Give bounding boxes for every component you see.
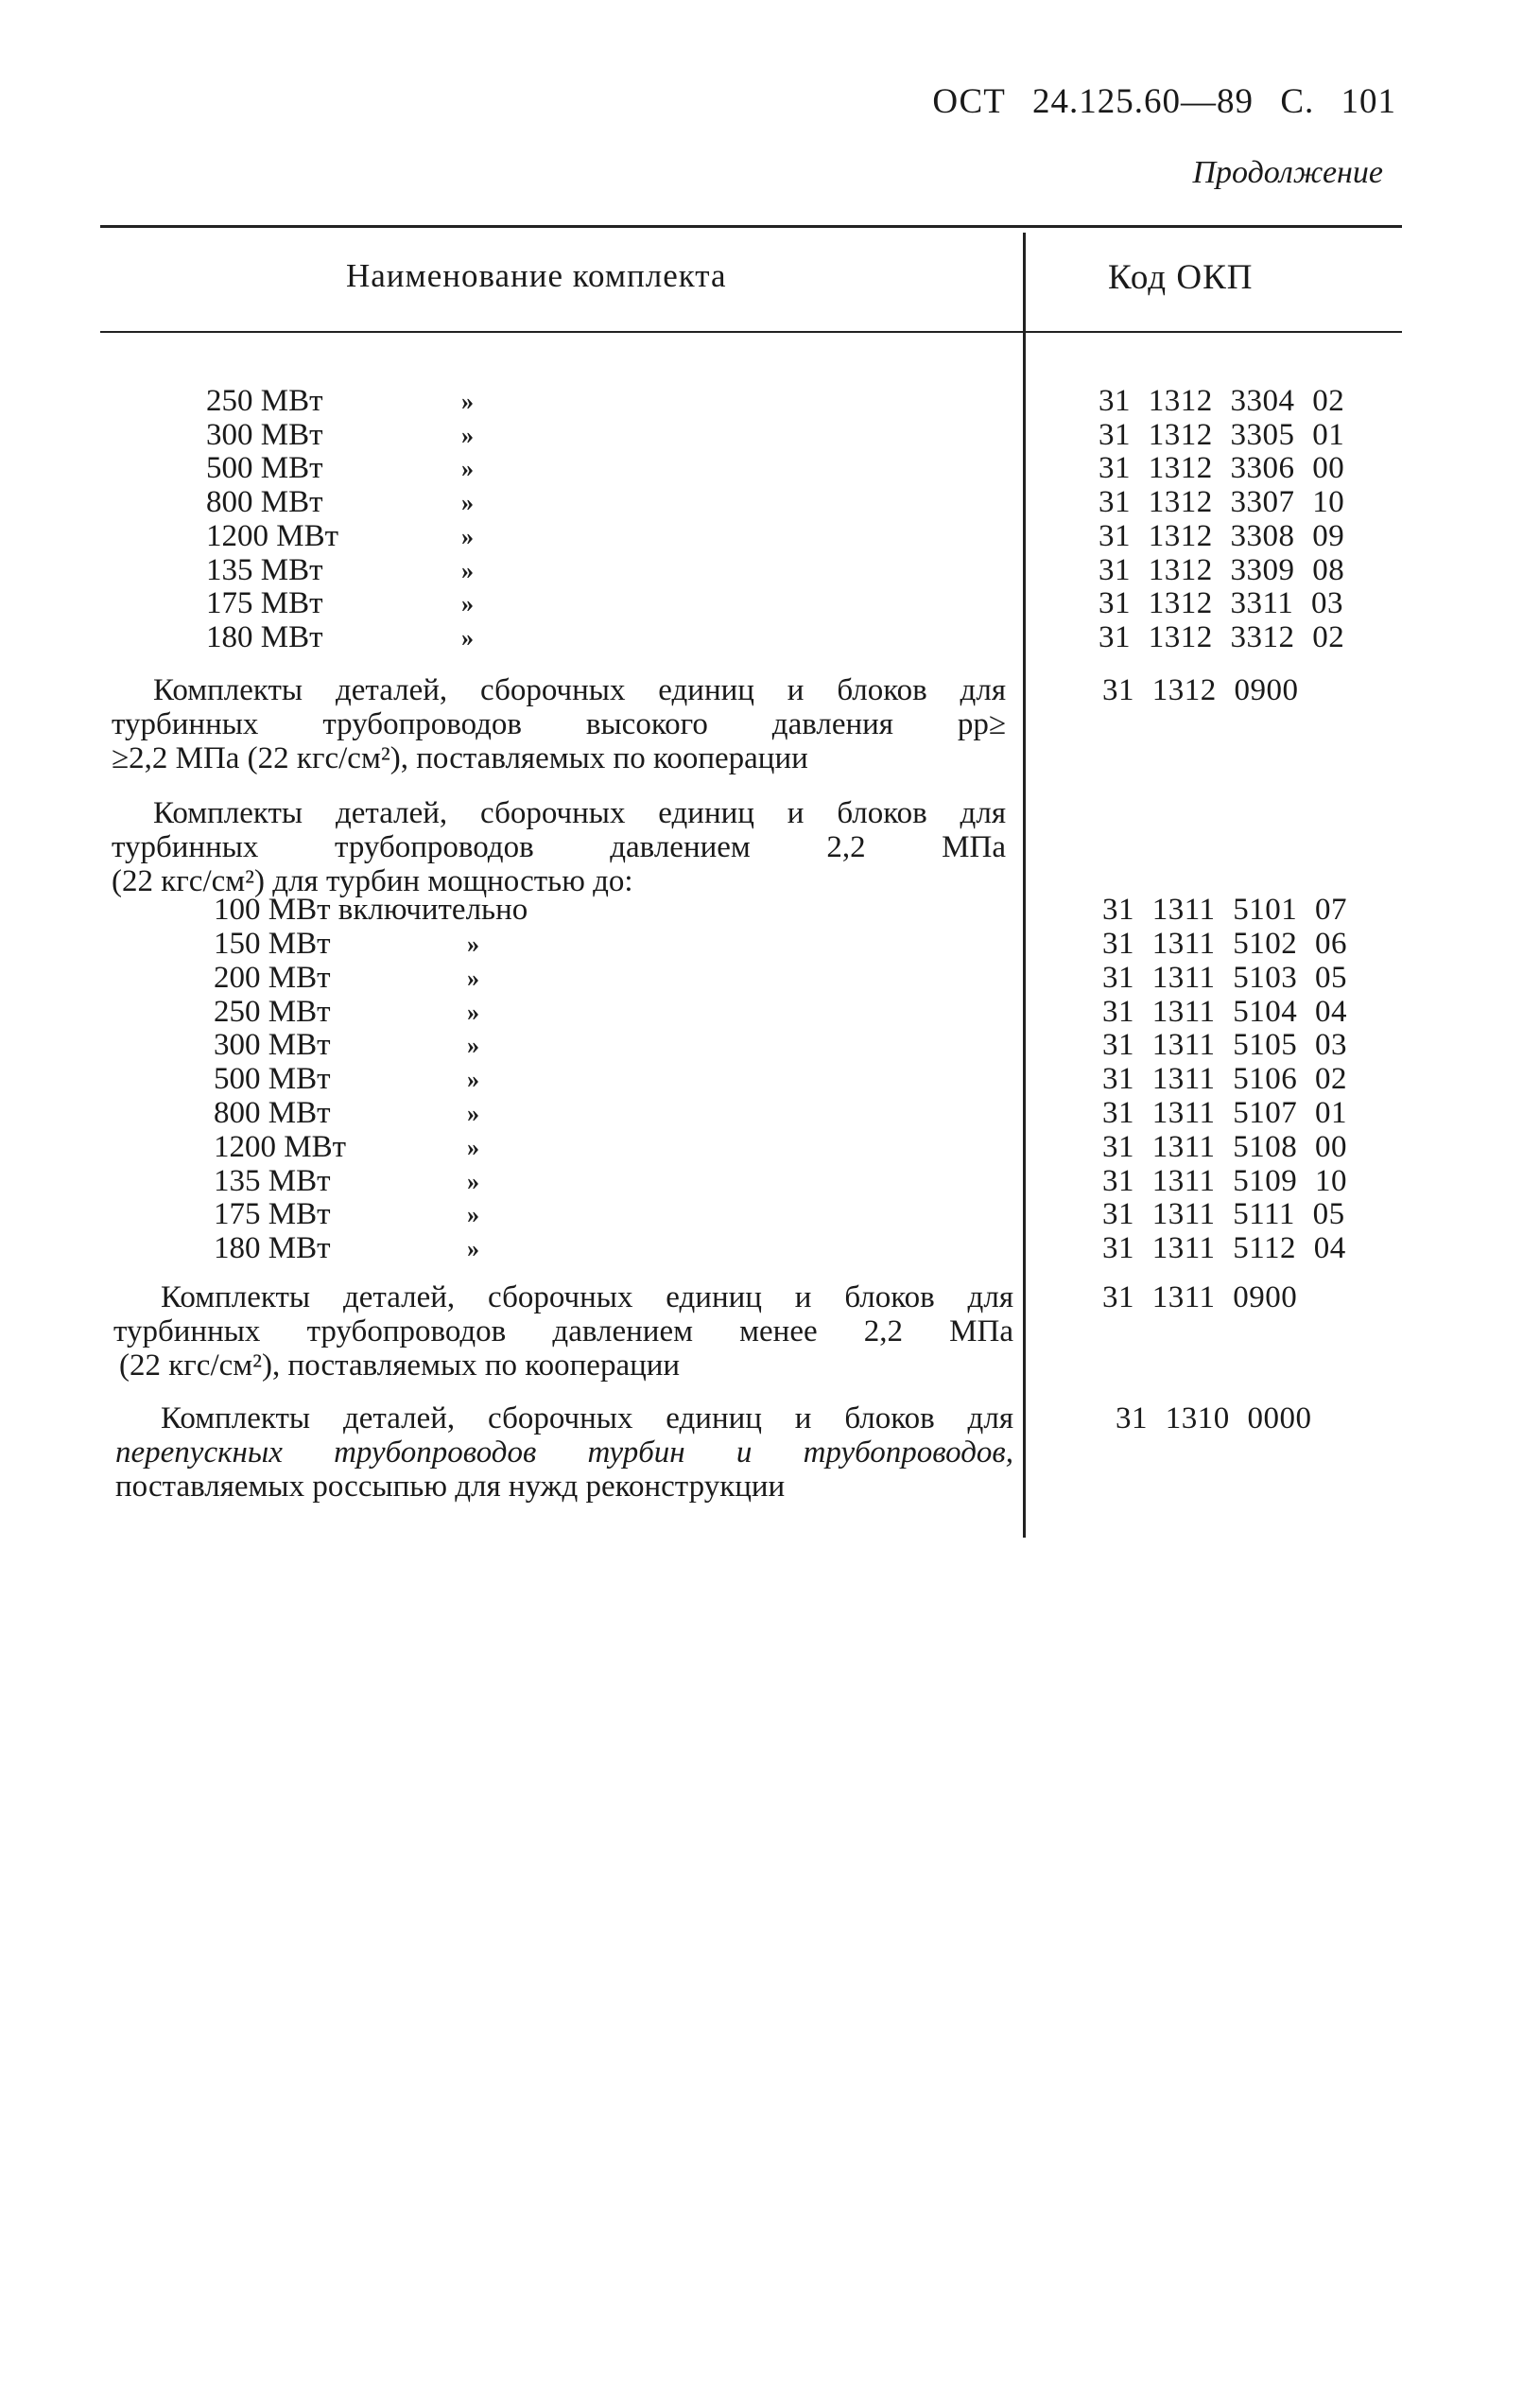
column-header-code: Код ОКП <box>1108 258 1254 297</box>
paragraph-line: Комплекты деталей, сборочных единиц и блоков для <box>161 1280 1013 1314</box>
okp-code: 31 1312 3312 02 <box>1099 619 1345 654</box>
ditto-mark: » <box>461 489 474 517</box>
paragraph-line: Комплекты деталей, сборочных единиц и блоков для <box>153 673 1006 707</box>
paragraph-line: турбинных трубопроводов высокого давления pp≥ <box>112 707 1006 741</box>
paragraph-line: перепускных трубопроводов турбин и трубопроводов, <box>115 1435 1013 1470</box>
ditto-mark: » <box>461 623 474 652</box>
ditto-mark: » <box>467 1100 479 1127</box>
power-item: 300 МВт <box>206 417 323 452</box>
table-top-rule <box>100 225 1402 228</box>
standard-reference: ОСТ 24.125.60—89 <box>932 82 1254 121</box>
power-item: 175 МВт <box>214 1197 331 1232</box>
paragraph-line: турбинных трубопроводов давлением 2,2 МПа <box>112 830 1006 864</box>
power-item: 180 МВт <box>214 1231 331 1266</box>
ditto-mark: » <box>467 1032 479 1060</box>
okp-code: 31 1310 0000 <box>1116 1401 1312 1435</box>
power-item: 250 МВт <box>214 994 331 1029</box>
paragraph-line: (22 кгс/см²), поставляемых по кооперации <box>119 1348 681 1383</box>
okp-code: 31 1311 5111 05 <box>1102 1197 1345 1232</box>
ditto-mark: » <box>467 964 479 992</box>
ditto-mark: » <box>467 998 479 1026</box>
power-item: 150 МВт <box>214 927 331 961</box>
column-header-name: Наименование комплекта <box>346 257 727 294</box>
ditto-mark: » <box>467 1201 479 1229</box>
continuation-label: Продолжение <box>1192 155 1383 190</box>
power-item: 175 МВт <box>206 586 323 621</box>
ditto-mark: » <box>461 522 474 550</box>
paragraph-high-pressure <box>112 673 1006 775</box>
power-item: 800 МВт <box>214 1096 331 1130</box>
okp-code: 31 1311 5101 07 <box>1102 893 1348 927</box>
okp-code: 31 1311 5102 06 <box>1102 927 1348 961</box>
paragraph-line: поставляемых россыпью для нужд реконструкции <box>115 1470 786 1504</box>
ditto-mark: » <box>461 388 474 415</box>
okp-code: 31 1311 5103 05 <box>1102 960 1348 995</box>
page-number: С. 101 <box>1280 82 1396 121</box>
okp-code: 31 1312 3307 10 <box>1099 485 1345 520</box>
okp-code: 31 1311 5112 04 <box>1102 1231 1346 1266</box>
power-item: 300 МВт <box>214 1028 331 1063</box>
power-item: 250 МВт <box>206 384 323 418</box>
okp-code: 31 1311 5105 03 <box>1102 1028 1348 1063</box>
okp-code: 31 1311 0900 <box>1102 1280 1298 1314</box>
paragraph-low-pressure <box>113 1280 1013 1383</box>
power-item: 1200 МВт <box>214 1129 347 1164</box>
okp-code: 31 1312 3309 08 <box>1099 552 1345 587</box>
okp-code: 31 1311 5106 02 <box>1102 1062 1348 1097</box>
paragraph-line: Комплекты деталей, сборочных единиц и блоков для <box>153 796 1006 830</box>
table-header-rule <box>100 331 1402 333</box>
power-item: 500 МВт <box>206 451 323 486</box>
paragraph-line: турбинных трубопроводов давлением менее 2,2 МПа <box>113 1314 1013 1348</box>
power-item: 500 МВт <box>214 1062 331 1097</box>
power-item: 800 МВт <box>206 485 323 520</box>
paragraph-line: Комплекты деталей, сборочных единиц и блоков для <box>161 1401 1013 1435</box>
okp-code: 31 1312 3311 03 <box>1099 586 1344 621</box>
okp-code: 31 1312 0900 <box>1102 673 1299 707</box>
document-header-reference <box>932 81 1396 122</box>
power-item: 100 МВт включительно <box>214 893 528 927</box>
column-divider <box>1023 233 1026 1538</box>
okp-code: 31 1311 5109 10 <box>1102 1163 1348 1198</box>
paragraph-bypass <box>115 1401 1013 1504</box>
ditto-mark: » <box>467 931 479 958</box>
ditto-mark: » <box>467 1066 479 1094</box>
okp-code: 31 1311 5104 04 <box>1102 994 1348 1029</box>
ditto-mark: » <box>461 556 474 584</box>
okp-code: 31 1312 3308 09 <box>1099 518 1345 553</box>
power-item: 1200 МВт <box>206 518 339 553</box>
power-item: 135 МВт <box>214 1163 331 1198</box>
ditto-mark: » <box>461 590 474 618</box>
okp-code: 31 1311 5108 00 <box>1102 1129 1348 1164</box>
ditto-mark: » <box>467 1235 479 1263</box>
ditto-mark: » <box>467 1133 479 1161</box>
paragraph-pressure-2-2 <box>112 796 1006 898</box>
power-item: 200 МВт <box>214 960 331 995</box>
paragraph-line: (22 кгс/см²) для турбин мощностью до: <box>112 864 633 898</box>
ditto-mark: » <box>461 421 474 449</box>
ditto-mark: » <box>461 455 474 483</box>
okp-code: 31 1311 5107 01 <box>1102 1096 1348 1130</box>
power-item: 135 МВт <box>206 552 323 587</box>
okp-code: 31 1312 3304 02 <box>1099 384 1345 418</box>
okp-code: 31 1312 3306 00 <box>1099 451 1345 486</box>
ditto-mark: » <box>467 1167 479 1195</box>
power-item: 180 МВт <box>206 619 323 654</box>
paragraph-line: ≥2,2 МПа (22 кгс/см²), поставляемых по кооперации <box>112 741 808 775</box>
okp-code: 31 1312 3305 01 <box>1099 417 1345 452</box>
